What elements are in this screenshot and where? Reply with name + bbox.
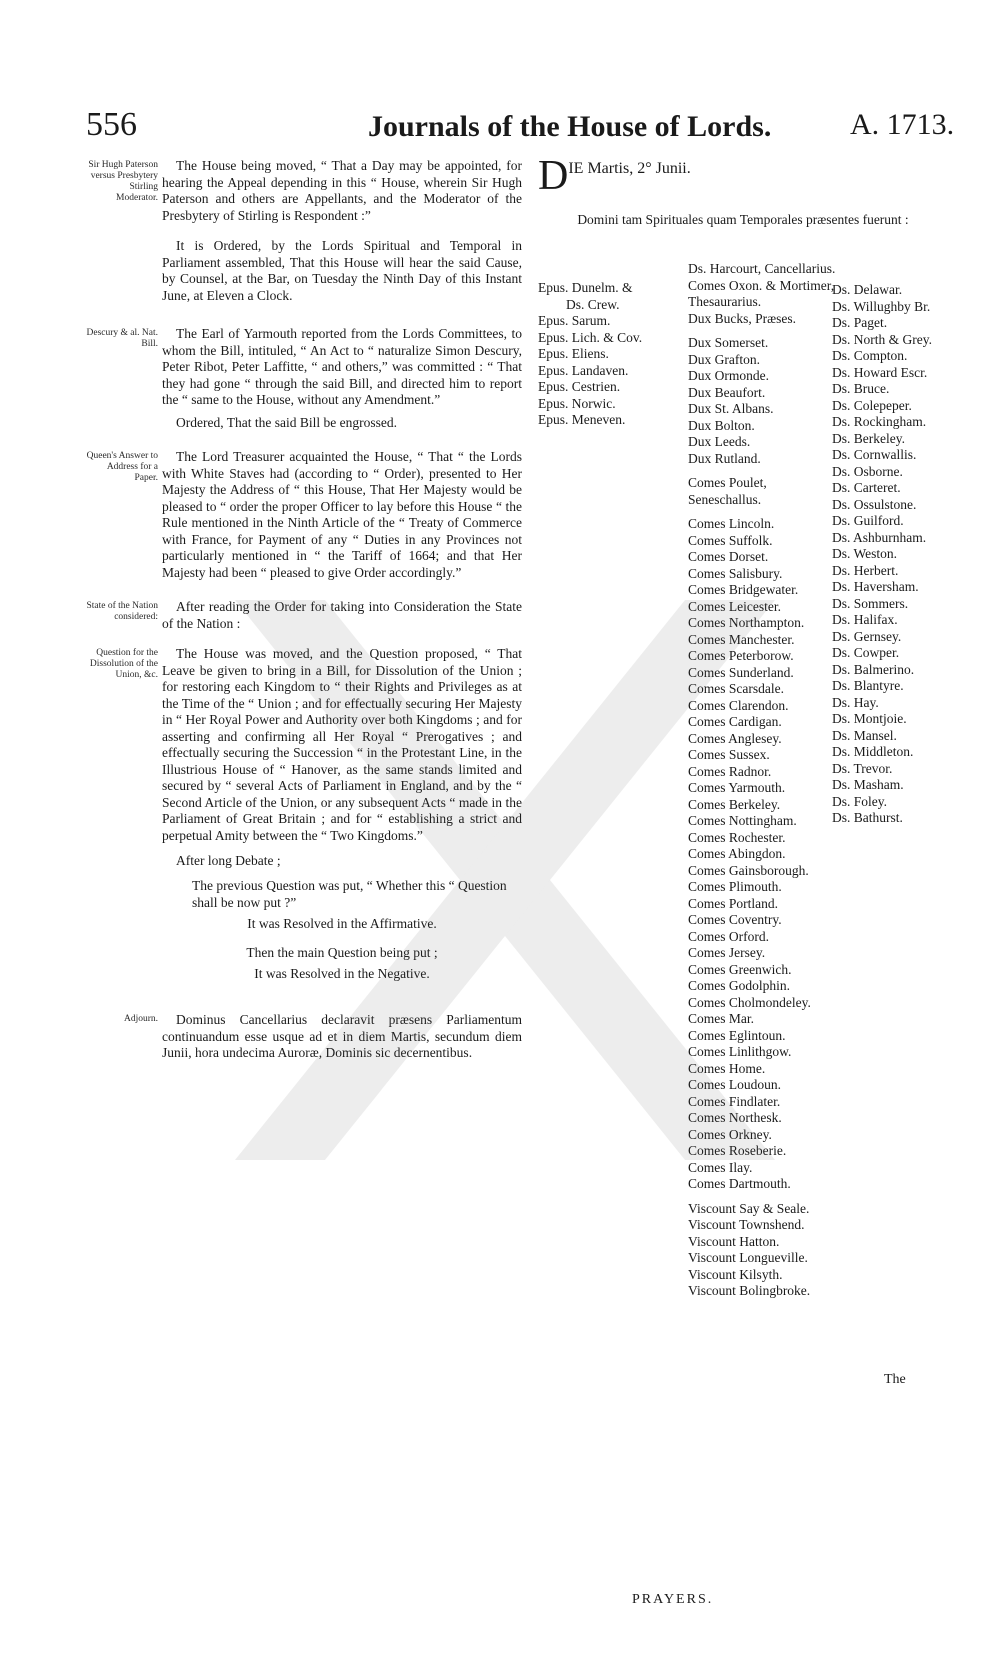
list-item: Ds. Weston. [832,546,898,561]
list-item: Comes Suffolk. [688,532,773,548]
list-item: Comes Cholmondeley. [688,994,811,1010]
list-item: Epus. Cestrien. [538,379,621,394]
paragraph: Dominus Cancellarius declaravit præsens Parliamentum continuandum esse usque ad et in diem Martis, secundum diem Junii, hora undecima Auroræ, Dominis sic decernentibus. [162,1012,522,1060]
list-item: Ds. Compton. [832,348,908,363]
list-item: Epus. Dunelm. & [538,280,633,295]
paragraph: It is Ordered, by the Lords Spiritual and Temporal in Parliament assembled, That this House will hear the said Cause, by Counsel, at the Bar, on Tuesday the Ninth Day of this Instant June, at Eleven a Clock. [162,238,522,303]
catchword: The [884,1372,906,1387]
list-item: Comes Linlithgow. [688,1044,792,1059]
list-item: Ds. Crew. [566,296,620,312]
list-item: Ds. Bathurst. [832,810,903,825]
list-item: Comes Findlater. [688,1093,781,1109]
list-item: Comes Godolphin. [688,978,791,993]
list-item: Ds. Masham. [832,777,904,792]
entry-state-of-nation [86,599,522,632]
list-item: Comes Cardigan. [688,714,782,729]
list-item: Ds. Haversham. [832,579,919,594]
list-item: Comes Scarsdale. [688,681,784,696]
list-item: Comes Abingdon. [688,846,786,861]
page-number: 556 [86,106,137,143]
list-item: Epus. Lich. & Cov. [538,329,643,345]
prayers-heading: PRAYERS. [632,1592,714,1607]
list-item: Ds. Ashburnham. [832,529,927,545]
list-item: Ds. Delawar. [832,282,903,297]
list-item: Viscount Hatton. [688,1233,780,1249]
paragraph: The Earl of Yarmouth reported from the Lords Committees, to whom the Bill, intituled, “ An Act to “ naturalize Simon Descury, Peter Ribot, Peter Laffitte, “ and others,” was committed : “ That they had gone “ through the said Bill, and directed him to report the “ same to the House, without any Amendment.” [162,326,522,407]
list-item: Ds. Osborne. [832,463,903,479]
list-item: Ds. Cornwallis. [832,447,917,462]
list-item: Ds. Cowper. [832,645,900,660]
list-item: Dux Rutland. [688,450,761,466]
list-item: Comes Oxon. & Mortimer, Thesaurarius. [688,277,835,309]
paragraph: The House was moved, and the Question proposed, “ That Leave be given to bring in a Bill, for Dissolution of the Union ; for restoring each Kingdom to “ their Rights and Privileges as at the Time of the “ Union ; and for effectually securing Her Majesty in “ Her Royal Power and Authority over both Kingdoms ; and for asserting and confirming all Her Royal “ Prerogatives ; and effectually securing the Succession “ in the Protestant Line, in the Illustrious House of “ Hanover, as the same stands limited and secured by “ several Acts of Parliament in England, and by the “ Second Article of the Union, or any subsequent Acts “ made in the Parliament of Great Britain ; and for “ establishing a strict and perpetual Amity between the “ Two Kingdoms.” [162,646,522,843]
entry-paterson [88,158,522,304]
entry-adjourn [123,1012,522,1062]
list-item: Viscount Say & Seale. [688,1200,810,1216]
list-item: Ds. Rockingham. [832,414,927,429]
list-item: Comes Northampton. [688,615,805,630]
list-item: Ds. Gernsey. [832,628,902,644]
list-item: Comes Manchester. [688,631,795,647]
previous-question: The previous Question was put, “ Whether this “ Question shall be now put ?” [192,878,507,910]
list-item: Dux St. Albans. [688,401,774,416]
paragraph: After reading the Order for taking into Consideration the State of the Nation : [162,599,522,631]
list-item: Ds. Willughby Br. [832,298,931,314]
list-item: Ds. Halifax. [832,612,898,627]
margin-note: Question for the Dissolution of the Union, &c. [89,648,158,680]
list-item: Comes Home. [688,1060,766,1076]
list-item: Comes Roseberie. [688,1143,787,1158]
list-item: Comes Leicester. [688,598,781,614]
list-item: Ds. Trevor. [832,760,893,776]
list-item: Comes Dorset. [688,549,769,564]
list-item: Comes Anglesey. [688,730,782,746]
list-item: Ds. Paget. [832,315,888,330]
list-item: Ds. Sommers. [832,595,909,611]
margin-note: Sir Hugh Paterson versus Presbytery Stirling Moderator. [88,160,158,203]
list-item: Comes Loudoun. [688,1077,781,1092]
list-item: Ds. Berkeley. [832,430,905,446]
paragraph: The House being moved, “ That a Day may be appointed, for hearing the Appeal depending in this “ House, wherein Sir Hugh Paterson and others are Appellants, and the Moderator of the Presbytery of Stirling is Respondent :” [162,158,522,223]
entry-descury-bill [86,326,522,431]
margin-note: Descury & al. Nat. Bill. [86,328,158,349]
margin-note: State of the Nation considered: [86,601,158,622]
list-item: Comes Radnor. [688,763,772,779]
list-item: Comes Poulet, Seneschallus. [688,475,767,507]
list-item: Ds. Carteret. [832,480,901,495]
barons-list [832,282,932,827]
running-title: Journals of the House of Lords. [368,110,772,143]
list-item: Ds. Harcourt, Cancellarius. [688,261,836,276]
list-item: Ds. Montjoie. [832,711,907,726]
paragraph: The Lord Treasurer acquainted the House, “ That “ the Lords with White Staves had (according to “ Order), presented to Her Majesty the Address of “ this House, That Her Majesty would be pleased to “ order the proper Officer to lay before this House “ the Rule mentioned in the Ninth Article of the “ Treaty of Commerce with France, for Payment of any “ Duties in any Provinces not particularly mentioned in “ the Tariff of 1664; and that Her Majesty had been “ pleased to give Order accordingly.” [162,449,522,580]
list-item: Comes Mar. [688,1011,754,1026]
list-item: Comes Orkney. [688,1126,772,1142]
lords-list [688,261,838,1300]
entry-queens-answer [86,449,522,581]
list-item: Ds. Herbert. [832,562,899,578]
sitting-date-text: IE Martis, 2° Junii. [568,160,691,177]
list-item: Comes Nottingham. [688,813,797,828]
list-item: Dux Somerset. [688,335,769,350]
list-item: Comes Lincoln. [688,516,775,531]
margin-note: Queen's Answer to Address for a Paper. [86,451,158,483]
list-item: Comes Clarendon. [688,697,789,713]
list-item: Comes Orford. [688,928,769,944]
list-item: Epus. Meneven. [538,412,626,427]
list-item: Comes Peterborow. [688,648,794,663]
list-item: Ds. Colepeper. [832,397,912,413]
list-item: Ds. Hay. [832,694,879,710]
paragraph: Ordered, That the said Bill be engrossed. [176,414,397,430]
list-item: Comes Gainsborough. [688,862,809,878]
list-item: Epus. Eliens. [538,346,609,361]
resolved-affirmative: It was Resolved in the Affirmative. [247,916,437,931]
margin-note: Adjourn. [123,1014,158,1024]
left-column [86,158,522,1062]
list-item: Viscount Townshend. [688,1217,805,1232]
list-item: Comes Ilay. [688,1159,753,1175]
resolved-negative: It was Resolved in the Negative. [254,966,430,981]
list-item: Comes Portland. [688,895,778,911]
list-item: Comes Sunderland. [688,664,794,680]
entry-union-question [89,646,522,982]
year: A. 1713. [850,108,955,141]
present-heading: Domini tam Spirituales quam Temporales præsentes fuerunt : [577,212,909,227]
list-item: Comes Coventry. [688,912,782,927]
list-item: Dux Leeds. [688,434,751,449]
list-item: Viscount Longueville. [688,1250,808,1265]
list-item: Epus. Landaven. [538,362,629,378]
list-item: Comes Rochester. [688,829,786,845]
list-item: Comes Plimouth. [688,879,782,894]
list-item: Comes Bridgewater. [688,582,799,597]
list-item: Ds. Middleton. [832,744,914,759]
list-item: Comes Eglintoun. [688,1027,786,1043]
list-item: Ds. Ossulstone. [832,496,917,512]
list-item: Ds. Howard Escr. [832,364,928,380]
list-item: Comes Salisbury. [688,565,783,581]
list-item: Epus. Sarum. [538,313,611,328]
list-item: Comes Yarmouth. [688,780,786,795]
list-item: Comes Northesk. [688,1110,782,1125]
list-item: Ds. Blantyre. [832,678,904,693]
list-item: Epus. Norwic. [538,395,616,411]
list-item: Dux Beaufort. [688,384,766,400]
list-item: Viscount Kilsyth. [688,1266,783,1282]
list-item: Dux Ormonde. [688,368,769,383]
list-item: Dux Bolton. [688,417,755,433]
list-item: Comes Dartmouth. [688,1176,791,1191]
list-item: Comes Jersey. [688,945,766,960]
drop-cap: D [538,153,569,199]
list-item: Comes Sussex. [688,747,770,762]
list-item: Dux Bucks, Præses. [688,310,797,326]
list-item: Ds. North & Grey. [832,331,932,347]
after-debate: After long Debate ; [176,853,281,868]
list-item: Comes Greenwich. [688,961,792,977]
list-item: Ds. Foley. [832,793,888,809]
list-item: Viscount Bolingbroke. [688,1283,811,1298]
sitting-date [538,153,691,199]
list-item: Ds. Guilford. [832,513,904,528]
main-question: Then the main Question being put ; [246,945,438,960]
list-item: Ds. Balmerino. [832,661,915,677]
list-item: Ds. Bruce. [832,381,890,396]
list-item: Ds. Mansel. [832,727,897,743]
bishops-list [538,280,642,429]
list-item: Dux Grafton. [688,351,760,367]
list-item: Comes Berkeley. [688,796,781,812]
